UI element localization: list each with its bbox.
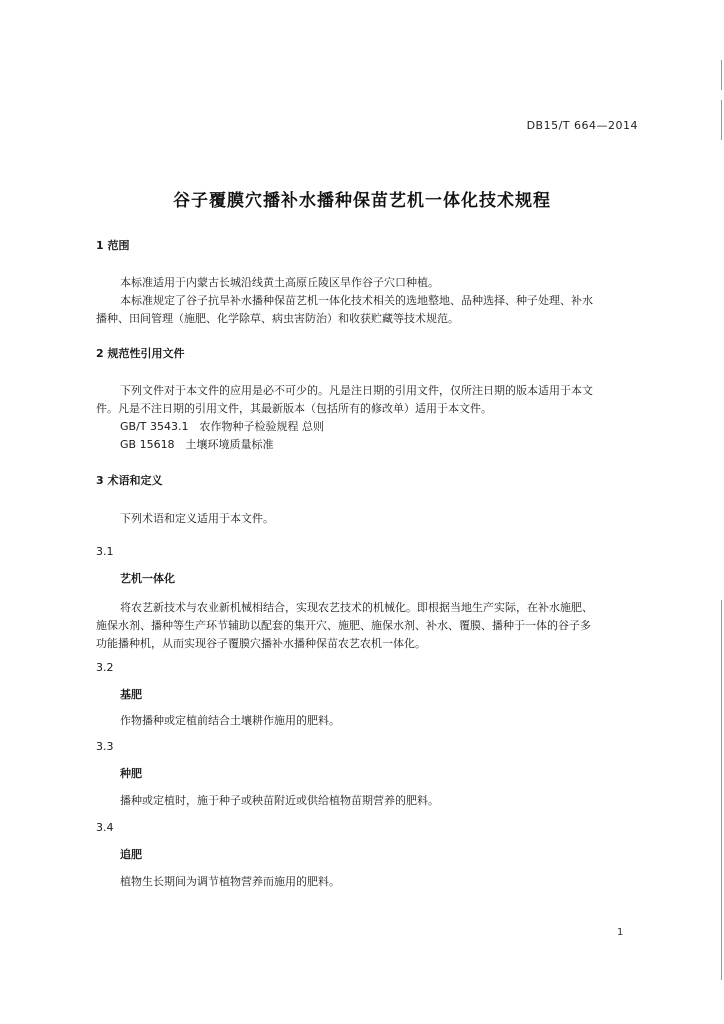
document-title: 谷子覆膜穴播补水播种保苗艺机一体化技术规程 [173,191,551,211]
definition-line: 植物生长期间为调节植物营养而施用的肥料。 [120,875,340,888]
term-name: 艺机一体化 [120,572,175,585]
term-name: 种肥 [120,767,142,780]
definition-line: 将农艺新技术与农业新机械相结合，实现农艺技术的机械化。即根据当地生产实际，在补水施肥、 [120,601,593,614]
paragraph-line: 本标准规定了谷子抗旱补水播种保苗艺机一体化技术相关的选地整地、品种选择、种子处理、补水 [120,294,593,307]
standard-code: DB15/T 664—2014 [526,119,638,132]
scan-edge-mark [721,60,722,90]
definition-line: 播种或定植时，施于种子或秧苗附近或供给植物苗期营养的肥料。 [120,794,439,807]
page-number: 1 [617,927,624,938]
term-number: 3.1 [96,545,114,558]
term-name: 追肥 [120,848,142,861]
section-heading-scope: 1 范围 [96,239,130,252]
paragraph-line: 下列文件对于本文件的应用是必不可少的。凡是注日期的引用文件，仅所注日期的版本适用于本文 [120,384,593,397]
term-name: 基肥 [120,688,142,701]
definition-line: 施保水剂、播种等生产环节辅助以配套的集开穴、施肥、施保水剂、补水、覆膜、播种于一体的谷子多 [96,619,591,632]
definition-line: 作物播种或定植前结合土壤耕作施用的肥料。 [120,714,340,727]
paragraph-line: 播种、田间管理（施肥、化学除草、病虫害防治）和收获贮藏等技术规范。 [96,312,459,325]
reference-item: GB/T 3543.1 农作物种子检验规程 总则 [120,420,324,433]
term-number: 3.3 [96,740,114,753]
definition-line: 功能播种机，从而实现谷子覆膜穴播补水播种保苗农艺农机一体化。 [96,637,426,650]
scan-edge-mark [721,100,722,140]
section-heading-normative-references: 2 规范性引用文件 [96,347,185,360]
term-number: 3.2 [96,661,114,674]
section-heading-terms-definitions: 3 术语和定义 [96,474,163,487]
term-number: 3.4 [96,821,114,834]
reference-item: GB 15618 土壤环境质量标准 [120,438,274,451]
scan-edge-mark [721,600,722,980]
paragraph-line: 本标准适用于内蒙古长城沿线黄土高原丘陵区旱作谷子穴口种植。 [120,276,439,289]
paragraph-line: 下列术语和定义适用于本文件。 [120,512,274,525]
paragraph-line: 件。凡是不注日期的引用文件，其最新版本（包括所有的修改单）适用于本文件。 [96,402,492,415]
